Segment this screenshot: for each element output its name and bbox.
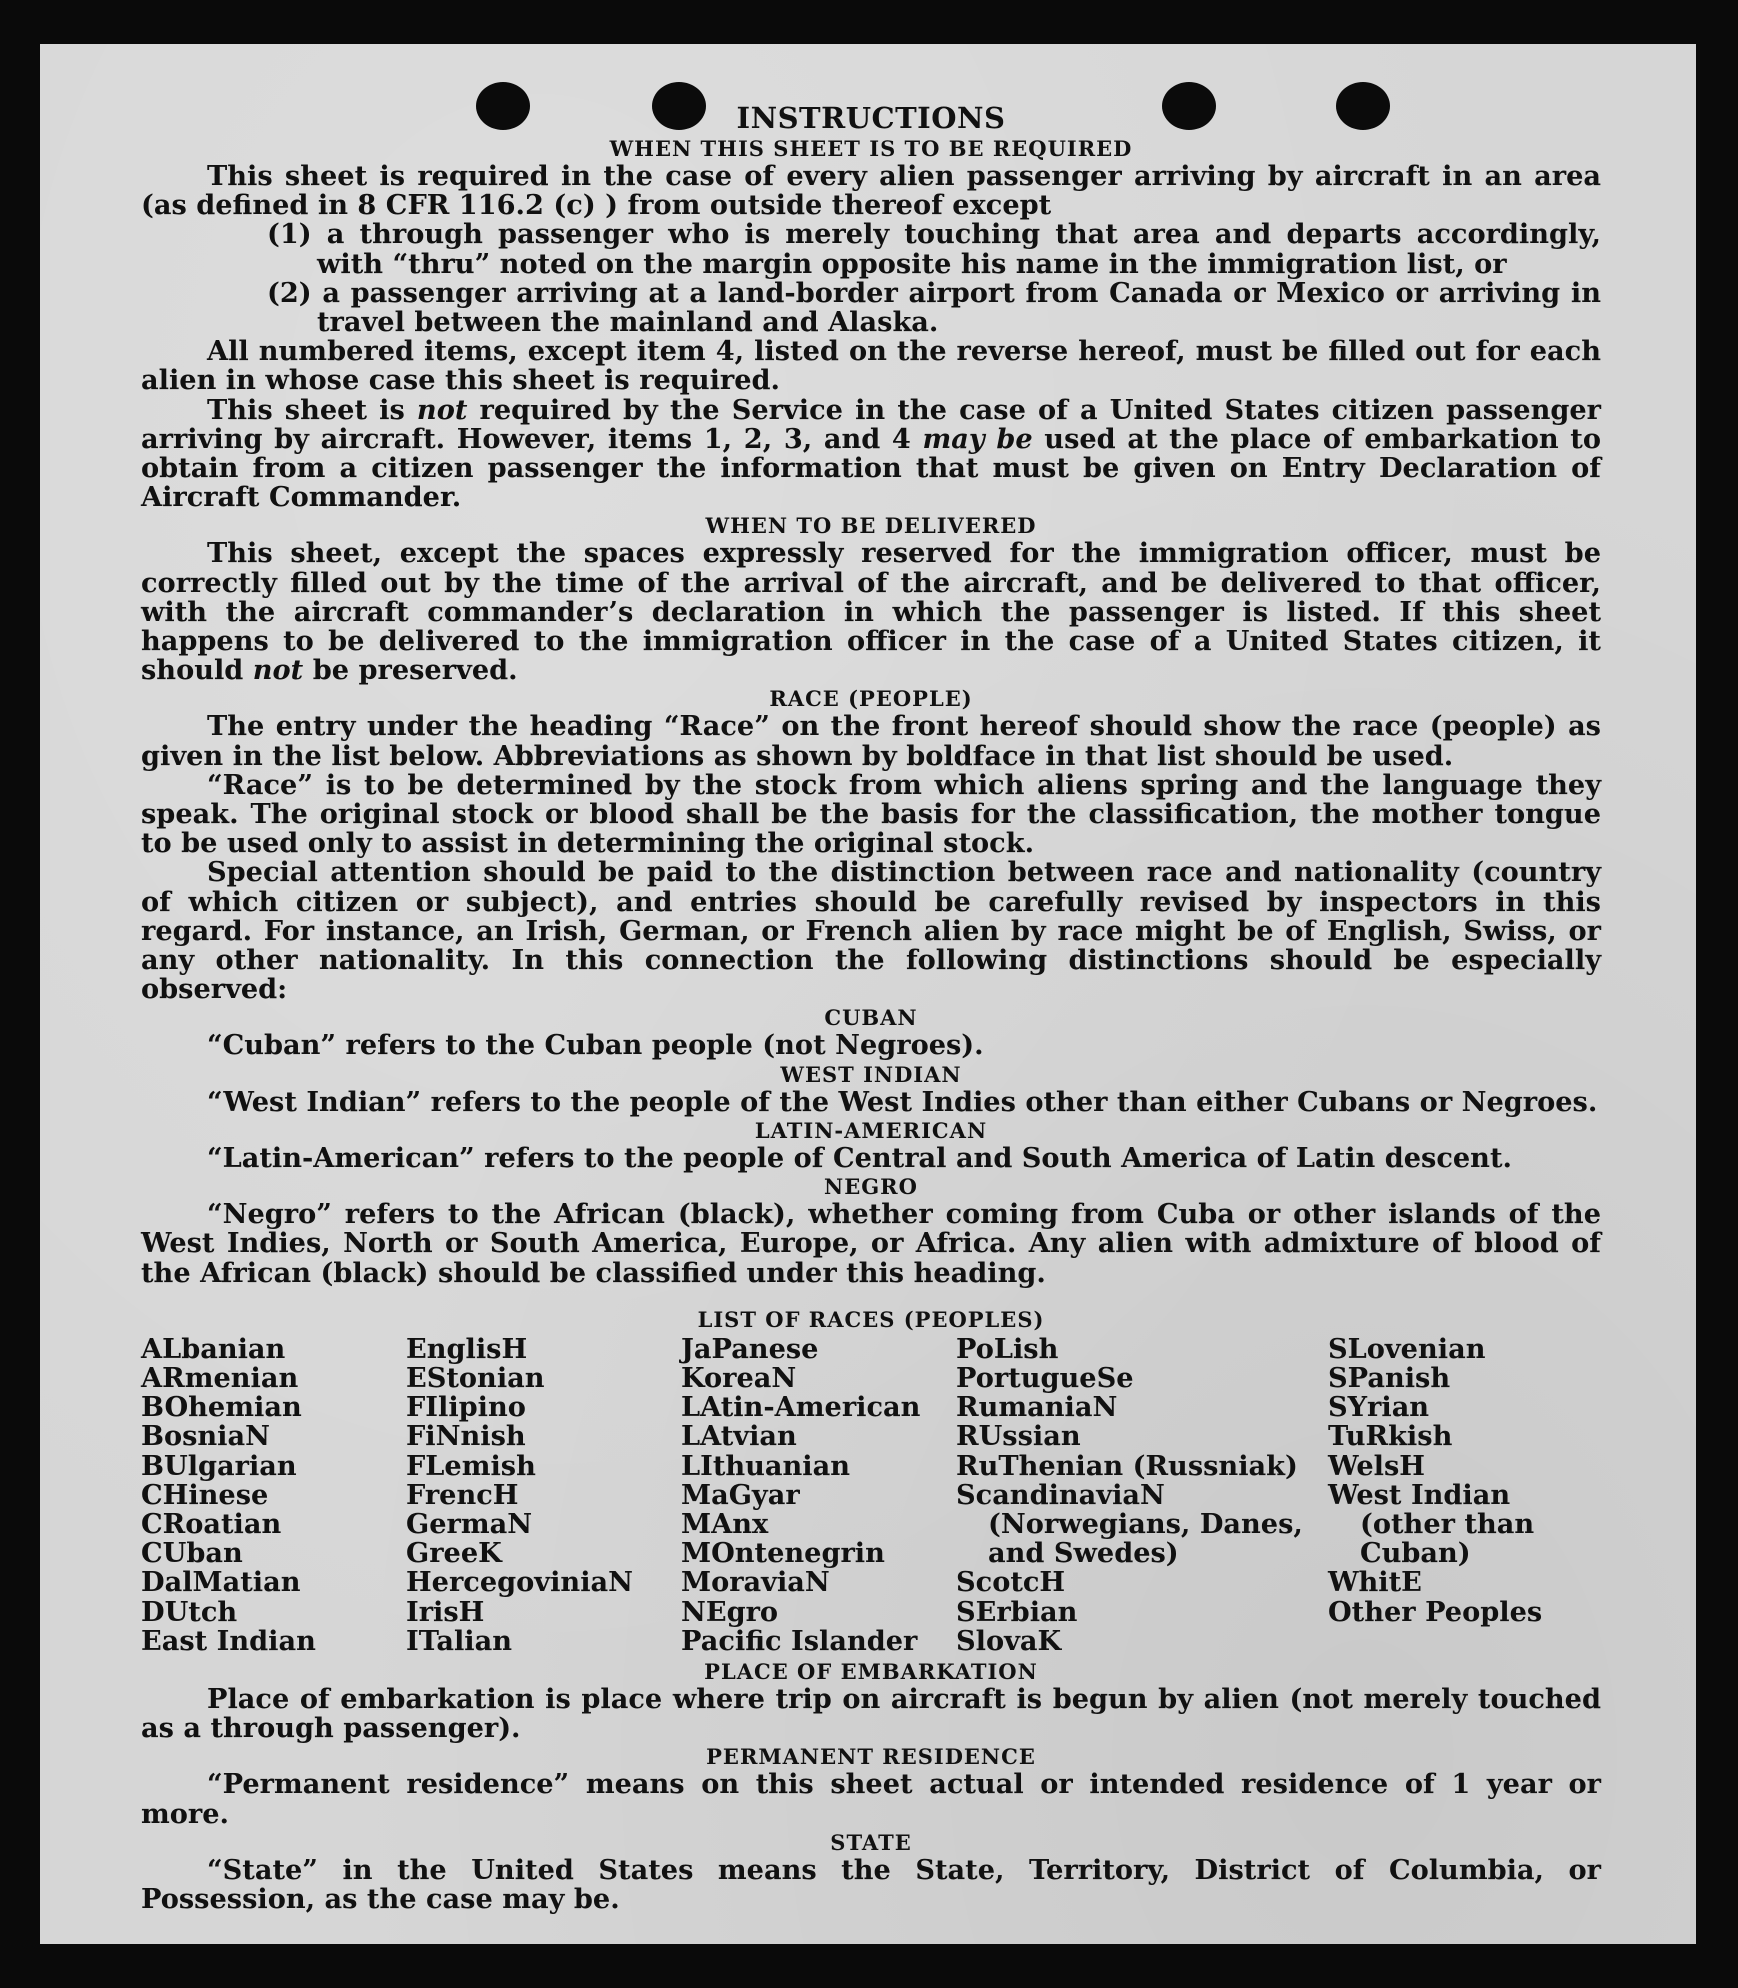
race-item: EStonian <box>406 1361 545 1394</box>
paragraph: The entry under the heading “Race” on the front hereof should show the race (people) as given in the list below. Abbreviations as shown by boldface in that list should be used. <box>141 710 1601 772</box>
italic-text: may be <box>922 422 1033 455</box>
race-item: MAnx <box>681 1507 769 1540</box>
race-item: FIlipino <box>406 1391 526 1424</box>
race-item: ARmenian <box>141 1361 299 1394</box>
section-heading: LATIN-AMERICAN <box>754 1117 988 1143</box>
paragraph: “State” in the United States means the State, Territory, District of Columbia, or Possession, as the case may be. <box>141 1853 1601 1915</box>
races-column <box>681 1332 956 1657</box>
paragraph: “Permanent residence” means on this sheet actual or intended residence of 1 year or more. <box>141 1768 1601 1830</box>
race-item: FiNnish <box>406 1420 526 1453</box>
race-item: WelsH <box>1328 1449 1425 1482</box>
race-item: MoraviaN <box>681 1566 830 1599</box>
race-item: West Indian (other than Cuban) <box>1328 1478 1535 1570</box>
paragraph: “Race” is to be determined by the stock from which aliens spring and the language they speak. The original stock or blood shall be the basis for the classification, the mother tongue to be used only to assist in determining the original stock. <box>141 768 1601 860</box>
race-item: DUtch <box>141 1595 238 1628</box>
race-item: IrisH <box>406 1595 485 1628</box>
race-item: LAtin-American <box>681 1391 921 1424</box>
section-heading: STATE <box>830 1829 912 1855</box>
section-heading: LIST OF RACES (PEOPLES) <box>697 1306 1045 1332</box>
race-item: GermaN <box>406 1507 533 1540</box>
races-column <box>141 1332 406 1657</box>
race-item: SlovaK <box>956 1624 1062 1657</box>
races-column <box>956 1332 1328 1657</box>
race-item: SLovenian <box>1328 1332 1486 1365</box>
list-item: (2) a passenger arriving at a land-border airport from Canada or Mexico or arriving in travel between the mainland and Alaska. <box>267 276 1601 339</box>
paragraph: Special attention should be paid to the distinction between race and nationality (country of which citizen or subject), and entries should be carefully revised by inspectors in this regard. For instance, an Irish, German, or French alien by race might be of English, Swiss, or any other nationality. In this connection the following distinctions should be especially observed: <box>141 856 1601 1006</box>
text-run: This sheet is <box>207 393 417 426</box>
race-item: KoreaN <box>681 1361 797 1394</box>
section-heading: WEST INDIAN <box>780 1061 962 1087</box>
race-item: JaPanese <box>681 1332 819 1365</box>
race-item: BosniaN <box>141 1420 270 1453</box>
race-item: GreeK <box>406 1537 502 1570</box>
section-heading: NEGRO <box>824 1174 918 1200</box>
section-heading: WHEN THIS SHEET IS TO BE REQUIRED <box>609 136 1133 161</box>
race-item: LIthuanian <box>681 1449 851 1482</box>
text-run: required by the Service in the case of a United States citizen passenger arriving by aircraft. However, items 1, 2, 3, and 4 <box>141 393 1602 455</box>
race-item: EnglisH <box>406 1332 528 1365</box>
race-item: FrencH <box>406 1478 519 1511</box>
race-item: SErbian <box>956 1595 1078 1628</box>
race-item: RUssian <box>956 1420 1081 1453</box>
races-column <box>1328 1332 1601 1656</box>
race-item: CHinese <box>141 1478 269 1511</box>
race-item: East Indian <box>141 1624 316 1657</box>
race-item: RumaniaN <box>956 1391 1118 1424</box>
race-item: SYrian <box>1328 1391 1430 1424</box>
race-item: Other Peoples <box>1328 1595 1543 1628</box>
race-item: MaGyar <box>681 1478 800 1511</box>
race-item: LAtvian <box>681 1420 797 1453</box>
race-item: ALbanian <box>141 1332 286 1365</box>
paragraph <box>141 393 1602 514</box>
paragraph <box>141 539 1601 685</box>
race-item: NEgro <box>681 1595 779 1628</box>
italic-text: not <box>252 654 304 687</box>
paragraph: “Cuban” refers to the Cuban people (not Negroes). <box>207 1029 984 1062</box>
race-item: ITalian <box>406 1624 513 1657</box>
text-run: be preserved. <box>303 654 518 687</box>
text-run: used at the place of embarkation to obtain from a citizen passenger the information that must be given on Entry Declaration of Aircraft Commander. <box>141 422 1601 514</box>
italic-text: not <box>416 393 468 426</box>
race-item: HercegoviniaN <box>406 1566 633 1599</box>
section-heading: RACE (PEOPLE) <box>769 686 973 712</box>
race-item: SPanish <box>1328 1361 1451 1394</box>
paragraph: “West Indian” refers to the people of the West Indies other than either Cubans or Negroes. <box>207 1085 1598 1118</box>
race-item: WhitE <box>1328 1566 1422 1599</box>
race-item: ScotcH <box>956 1566 1066 1599</box>
race-item: ScandinaviaN (Norwegians, Danes, and Swedes) <box>956 1478 1303 1570</box>
paragraph: All numbered items, except item 4, listed on the reverse hereof, must be filled out for each alien in whose case this sheet is required. <box>141 335 1601 397</box>
instructions-body <box>141 99 1601 1914</box>
races-list <box>141 1332 1601 1657</box>
race-item: BOhemian <box>141 1391 302 1424</box>
race-item: DalMatian <box>141 1566 301 1599</box>
race-item: PortugueSe <box>956 1361 1134 1394</box>
paragraph: This sheet is required in the case of every alien passenger arriving by aircraft in an area (as defined in 8 CFR 116.2 (c) ) from outside thereof except <box>141 160 1601 222</box>
race-item: FLemish <box>406 1449 536 1482</box>
races-column <box>406 1332 681 1657</box>
section-heading: WHEN TO BE DELIVERED <box>705 513 1037 539</box>
race-item: MOntenegrin <box>681 1537 885 1570</box>
text-run: This sheet, except the spaces expressly reserved for the immigration officer, must be correctly filled out by the time of the arrival of the aircraft, and be delivered to that officer, with the aircraft commander’s declaration in which the passenger is listed. If this sheet happens to be delivered to the immigration officer in the case of a United States citizen, it should <box>141 537 1601 687</box>
section-heading: PERMANENT RESIDENCE <box>706 1744 1036 1770</box>
paragraph: “Latin-American” refers to the people of Central and South America of Latin descent. <box>207 1141 1512 1174</box>
race-item: Pacific Islander <box>681 1624 918 1657</box>
race-item: PoLish <box>956 1332 1059 1365</box>
race-item: CUban <box>141 1537 243 1570</box>
paragraph: Place of embarkation is place where trip on aircraft is begun by alien (not merely touched as a through passenger). <box>141 1682 1601 1745</box>
race-item: CRoatian <box>141 1507 282 1540</box>
race-item: BUlgarian <box>141 1449 297 1482</box>
paragraph: “Negro” refers to the African (black), whether coming from Cuba or other islands of the West Indies, North or South America, Europe, or Africa. Any alien with admixture of blood of the African (black) should be classified under this heading. <box>141 1198 1601 1289</box>
section-heading: CUBAN <box>824 1005 918 1031</box>
section-heading: PLACE OF EMBARKATION <box>704 1658 1038 1684</box>
page-title: INSTRUCTIONS <box>736 101 1006 135</box>
list-item: (1) a through passenger who is merely touching that area and departs accordingly, with “thru” noted on the margin opposite his name in the immigration list, or <box>267 218 1601 280</box>
race-item: TuRkish <box>1328 1420 1453 1453</box>
document-page <box>40 44 1696 1944</box>
race-item: RuThenian (Russniak) <box>956 1449 1298 1482</box>
